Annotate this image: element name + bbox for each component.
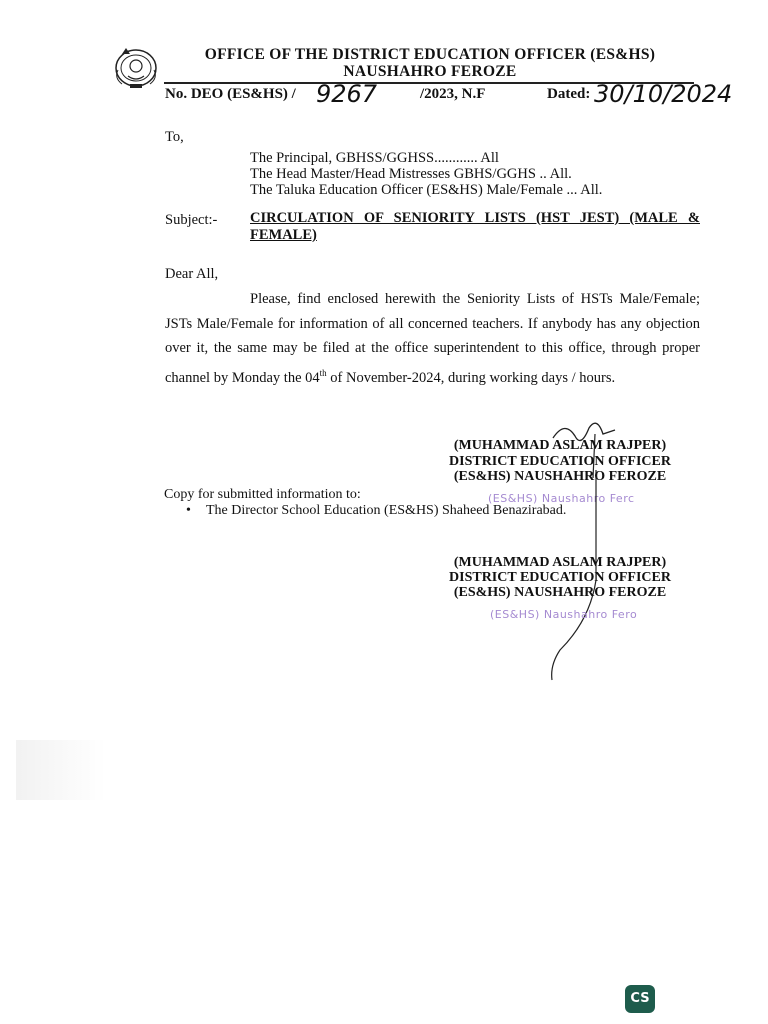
office-stamp: (ES&HS) Naushahro Fero (490, 608, 638, 621)
signatory-title: DISTRICT EDUCATION OFFICER (449, 454, 671, 469)
subject-text: CIRCULATION OF SENIORITY LISTS (HST JEST) (MALE & FEMALE) (250, 210, 700, 243)
scan-smudge (16, 740, 106, 800)
signatory-place: (ES&HS) NAUSHAHRO FEROZE (453, 469, 667, 484)
office-stamp: (ES&HS) Naushahro Ferc (488, 492, 635, 505)
reference-prefix: No. DEO (ES&HS) / (165, 86, 296, 102)
signatory-name: (MUHAMMAD ASLAM RAJPER) (453, 555, 667, 570)
copy-list-item: • The Director School Education (ES&HS) Shaheed Benazirabad. (186, 503, 567, 518)
reference-number-handwritten: 9267 (316, 80, 378, 108)
signatory-title: DISTRICT EDUCATION OFFICER (449, 570, 671, 585)
recipient-line: The Head Master/Head Mistresses GBHS/GGHS .. All. (250, 166, 572, 182)
dated-label: Dated: (547, 86, 591, 102)
reference-year: /2023, N.F (420, 86, 486, 102)
office-location: NAUSHAHRO FEROZE (343, 63, 517, 80)
date-handwritten: 30/10/2024 (594, 80, 733, 108)
office-emblem-logo (108, 40, 164, 92)
subject-label: Subject:- (165, 212, 218, 228)
copy-label: Copy for submitted information to: (164, 487, 361, 502)
camscanner-badge-icon: CS (625, 985, 655, 1013)
signatory-name: (MUHAMMAD ASLAM RAJPER) (453, 438, 667, 453)
office-title: OFFICE OF THE DISTRICT EDUCATION OFFICER (ES&HS) (204, 46, 656, 63)
recipient-line: The Taluka Education Officer (ES&HS) Male/Female ... All. (250, 182, 603, 198)
recipient-line: The Principal, GBHSS/GGHSS............ All (250, 150, 499, 166)
to-label: To, (165, 129, 184, 145)
signatory-place: (ES&HS) NAUSHAHRO FEROZE (453, 585, 667, 600)
body-paragraph: Please, find enclosed herewith the Seniority Lists of HSTs Male/Female; JSTs Male/Female for information of all concerned teachers. If anybody has any objection over it, the same may be filed at the office superintendent to this office, through proper channel by Monday the 04th of November-2024, during working days / hours. (165, 291, 700, 386)
salutation: Dear All, (165, 266, 219, 282)
